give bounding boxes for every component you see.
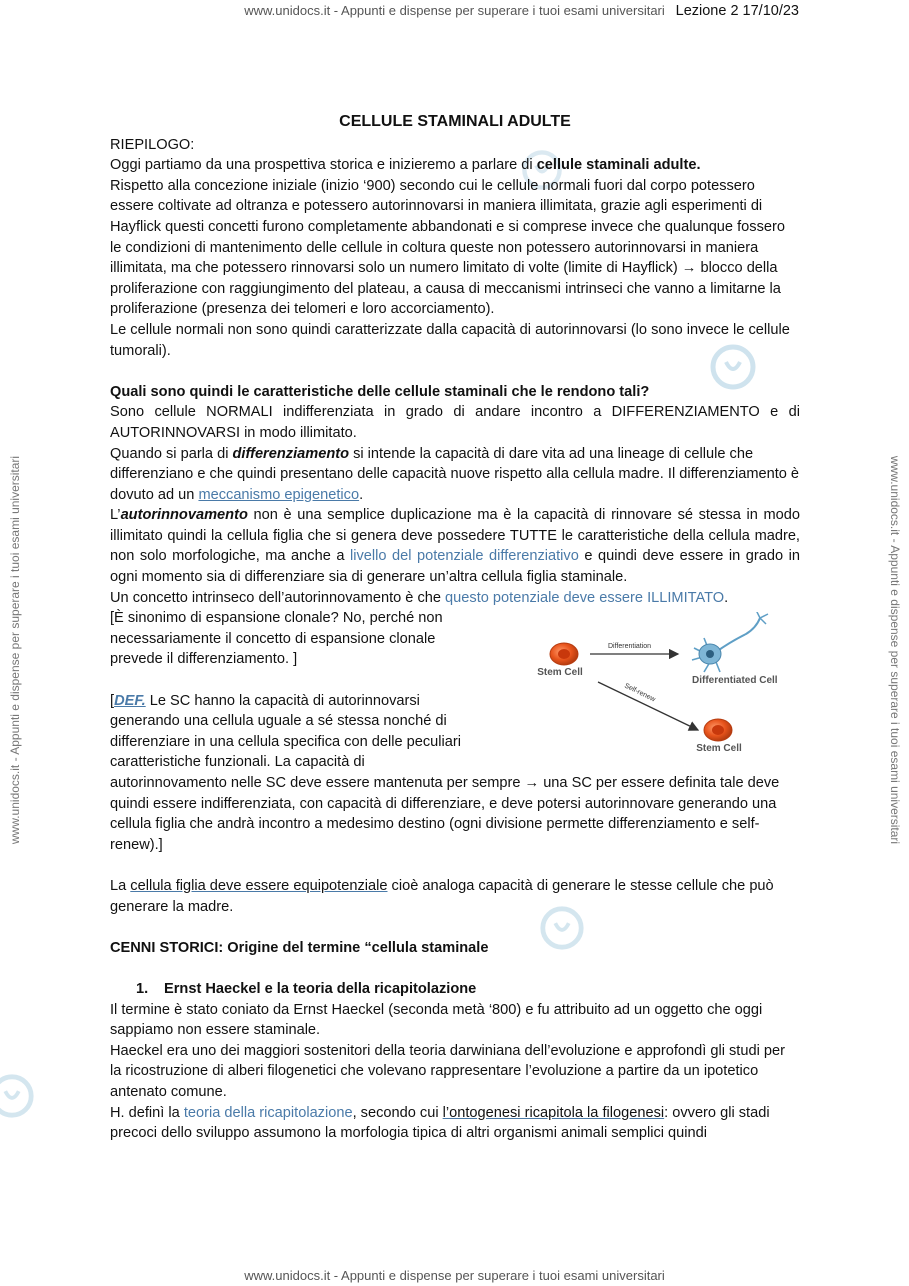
stem-cell-label-2: Stem Cell: [696, 743, 742, 754]
paragraph: Un concetto intrinseco dell’autorinnovamento è che questo potenziale deve essere ILLIMITATO.: [110, 589, 729, 606]
paragraph: L’autorinnovamento non è una semplice duplicazione ma è la capacità di rinnovare sé stessa in modo illimitato quindi la cellula figlia che si genera deve possedere TUTTE le caratteristiche della cellula madre, non solo morfologiche, ma anche a livello del potenziale differenziativo e quindi deve essere in grado in ogni momento sia di differenziare sia di generare un’altra cellula figlia staminale.: [110, 507, 800, 586]
definition-paragraph: [DEF. Le SC hanno la capacità di autorinnovarsi generando una cellula uguale a sé stessa nonché di differenziare in una cellula specifica con delle peculiari caratteristiche funzionali. La capacità di: [110, 692, 461, 771]
stem-cell-diagram: [520, 612, 810, 762]
left-side-watermark: www.unidocs.it - Appunti e dispense per superare i tuoi esami universitari: [8, 455, 22, 845]
question-heading: Quali sono quindi le caratteristiche delle cellule staminali che le rendono tali?: [110, 383, 650, 400]
paragraph: Le cellule normali non sono quindi caratterizzate dalla capacità di autorinnovarsi (lo sono invece le cellule tumorali).: [110, 321, 790, 359]
differentiated-cell-label: Differentiated Cell: [692, 675, 778, 686]
paragraph: Oggi partiamo da una prospettiva storica e inizieremo a parlare di cellule staminali adulte.: [110, 157, 701, 174]
page-title: CELLULE STAMINALI ADULTE: [339, 113, 571, 130]
list-item: 1. Ernst Haeckel e la teoria della ricapitolazione: [136, 980, 477, 997]
section-heading-cenni-storici: CENNI STORICI: Origine del termine “cellula staminale: [110, 939, 489, 956]
neuron-icon: [692, 612, 768, 672]
definition-paragraph-continued: autorinnovamento nelle SC deve essere mantenuta per sempre → una SC per essere definita tale deve quindi essere indifferenziata, con capacità di differenziare, e deve potersi autorinnovare generando una cellula figlia che andrà incontro a medesimo destino (ogni divisione permette differenziamento e self-renew).]: [110, 775, 780, 853]
paragraph: Haeckel era uno dei maggiori sostenitori della teoria darwiniana dell’evoluzione e approfondì gli studi per la ricostruzione di alberi filogenetici che volevano rappresentare l’evoluzione a partire da un ipotetico antenato comune.: [110, 1042, 785, 1100]
footer-watermark: www.unidocs.it - Appunti e dispense per superare i tuoi esami universitari: [244, 1268, 665, 1283]
paragraph: H. definì la teoria della ricapitolazione, secondo cui l’ontogenesi ricapitola la filogenesi: ovvero gli stadi precoci dello sviluppo assumono la morfologia tipica di altri organismi animali semplici quindi: [110, 1104, 770, 1142]
self-renew-arrow-label: Self-renew: [623, 682, 657, 704]
link-meccanismo-epigenetico[interactable]: meccanismo epigenetico: [198, 486, 360, 503]
paragraph: La cellula figlia deve essere equipotenziale cioè analoga capacità di generare le stesse cellule che può generare la madre.: [110, 877, 774, 915]
stem-cell-label: Stem Cell: [537, 667, 583, 678]
header-watermark: www.unidocs.it - Appunti e dispense per superare i tuoi esami universitari: [244, 3, 665, 18]
section-heading-riepilogo: RIEPILOGO:: [110, 136, 195, 153]
paragraph: Quando si parla di differenziamento si intende la capacità di dare vita ad una lineage di cellule che differenziano e che quindi presentano delle capacità nuove rispetto alla cellula madre. Il differenziamento è dovuto ad un meccanismo epigenetico.: [110, 445, 800, 503]
differentiation-arrow-label: Differentiation: [608, 643, 652, 650]
paragraph: Il termine è stato coniato da Ernst Haeckel (seconda metà ‘800) e fu attribuito ad un oggetto che oggi sappiamo non essere staminale.: [110, 1001, 763, 1039]
lesson-date: Lezione 2 17/10/23: [672, 3, 799, 19]
right-side-watermark: www.unidocs.it - Appunti e dispense per superare i tuoi esami universitari: [888, 455, 902, 845]
watermark-logo-icon: [0, 1072, 36, 1120]
paragraph: Sono cellule NORMALI indifferenziata in grado di andare incontro a DIFFERENZIAMENTO e di AUTORINNOVARSI in modo illimitato.: [110, 404, 800, 441]
def-label: DEF.: [114, 692, 146, 709]
paragraph: Rispetto alla concezione iniziale (inizio ‘900) secondo cui le cellule normali fuori dal corpo potessero essere coltivate ad oltranza e potessero autorinnovarsi in maniera illimitata, grazie agli esperimenti di Hayflick questi concetti furono completamente abbandonati e si comprese invece che qualunque fossero le condizioni di mantenimento delle cellule in coltura queste non potessero autorinnovarsi in maniera illimitata, ma che potessero rinnovarsi solo un numero limitato di volte (limite di Hayflick) → blocco della proliferazione con raggiungimento del plateau, a causa di meccanismi intrinseci che vanno a limitarne la proliferazione (presenza dei telomeri e loro accorciamento).: [110, 177, 785, 318]
paragraph-note: [È sinonimo di espansione clonale? No, perché non necessariamente il concetto di espansione clonale prevede il differenziamento. ]: [110, 610, 443, 668]
